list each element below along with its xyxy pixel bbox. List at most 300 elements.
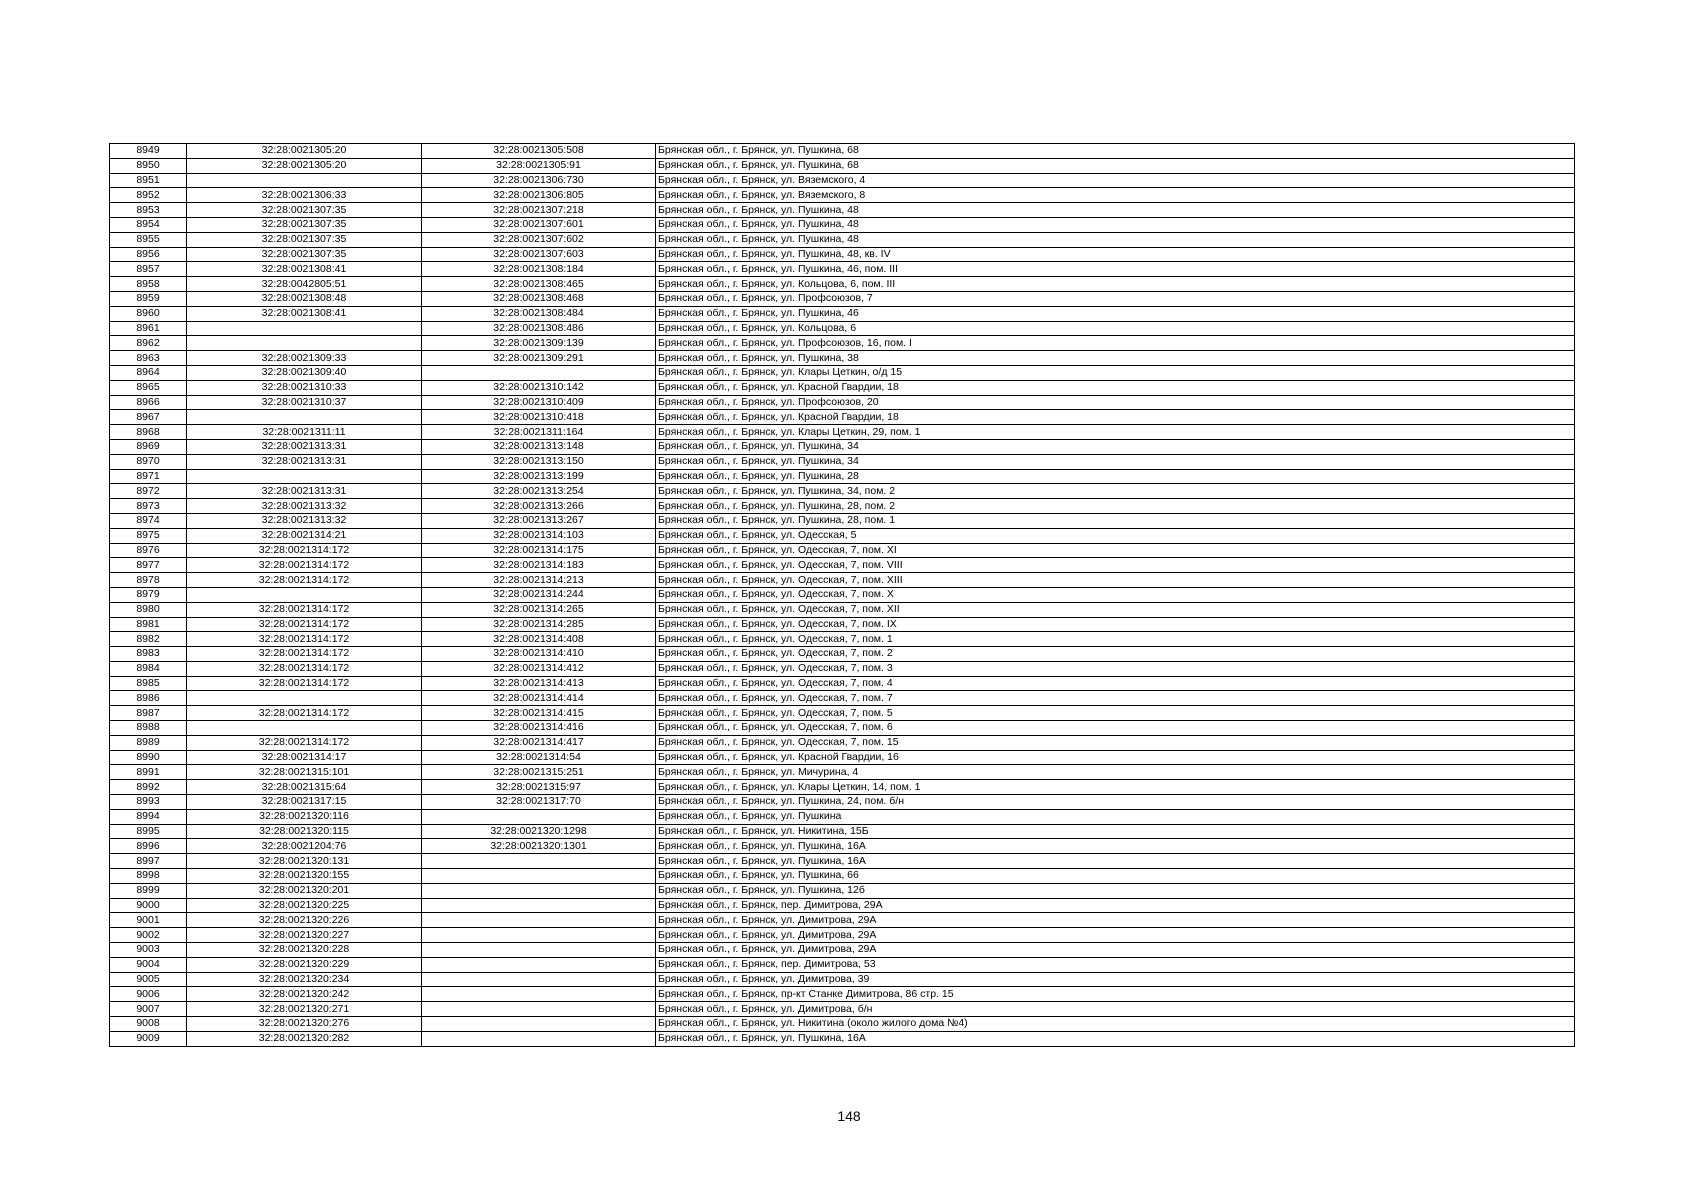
address-cell: Брянская обл., г. Брянск, пер. Димитрова, 29А (656, 898, 1575, 913)
address-cell: Брянская обл., г. Брянск, ул. Красной Гвардии, 18 (656, 410, 1575, 425)
parcel-number-cell: 32:28:0021313:32 (187, 499, 422, 514)
parcel-number-cell: 32:28:0021309:40 (187, 365, 422, 380)
parcel-number-cell (187, 721, 422, 736)
table-row (110, 499, 1575, 514)
object-number-cell: 32:28:0021314:417 (422, 735, 656, 750)
object-number-cell: 32:28:0021313:199 (422, 469, 656, 484)
address-cell: Брянская обл., г. Брянск, ул. Клары Цеткин, 29, пом. 1 (656, 425, 1575, 440)
parcel-number-cell: 32:28:0021314:21 (187, 528, 422, 543)
table-row (110, 558, 1575, 573)
object-number-cell: 32:28:0021308:484 (422, 306, 656, 321)
address-cell: Брянская обл., г. Брянск, ул. Пушкина, 68 (656, 158, 1575, 173)
table-row (110, 336, 1575, 351)
parcel-number-cell: 32:28:0021310:37 (187, 395, 422, 410)
table-row (110, 321, 1575, 336)
address-cell: Брянская обл., г. Брянск, ул. Пушкина, 28, пом. 2 (656, 499, 1575, 514)
address-cell: Брянская обл., г. Брянск, ул. Пушкина, 28, пом. 1 (656, 513, 1575, 528)
table-row (110, 972, 1575, 987)
table-body (110, 144, 1575, 1047)
parcel-number-cell: 32:28:0021320:155 (187, 869, 422, 884)
parcel-number-cell: 32:28:0021320:282 (187, 1031, 422, 1046)
row-number-cell: 8988 (110, 721, 187, 736)
object-number-cell: 32:28:0021314:408 (422, 632, 656, 647)
row-number-cell: 8969 (110, 439, 187, 454)
row-number-cell: 8979 (110, 587, 187, 602)
row-number-cell: 8952 (110, 188, 187, 203)
parcel-number-cell: 32:28:0021308:41 (187, 306, 422, 321)
object-number-cell: 32:28:0021310:418 (422, 410, 656, 425)
address-cell: Брянская обл., г. Брянск, ул. Пушкина, 12б (656, 883, 1575, 898)
address-cell: Брянская обл., г. Брянск, ул. Одесская, 7, пом. XII (656, 602, 1575, 617)
address-cell: Брянская обл., г. Брянск, ул. Димитрова, б/н (656, 1002, 1575, 1017)
address-cell: Брянская обл., г. Брянск, ул. Красной Гвардии, 16 (656, 750, 1575, 765)
row-number-cell: 8997 (110, 854, 187, 869)
table-row (110, 913, 1575, 928)
address-cell: Брянская обл., г. Брянск, ул. Пушкина, 46, пом. III (656, 262, 1575, 277)
address-cell: Брянская обл., г. Брянск, ул. Димитрова, 29А (656, 913, 1575, 928)
address-cell: Брянская обл., г. Брянск, ул. Одесская, 7, пом. 2 (656, 647, 1575, 662)
table-row (110, 306, 1575, 321)
row-number-cell: 8951 (110, 173, 187, 188)
parcel-number-cell (187, 336, 422, 351)
parcel-number-cell: 32:28:0021314:172 (187, 573, 422, 588)
table-row (110, 987, 1575, 1002)
parcel-number-cell: 32:28:0021314:17 (187, 750, 422, 765)
object-number-cell: 32:28:0021320:1301 (422, 839, 656, 854)
table-row (110, 439, 1575, 454)
row-number-cell: 9005 (110, 972, 187, 987)
table-row (110, 632, 1575, 647)
parcel-number-cell: 32:28:0021310:33 (187, 380, 422, 395)
table-row (110, 173, 1575, 188)
object-number-cell: 32:28:0021313:266 (422, 499, 656, 514)
object-number-cell (422, 928, 656, 943)
object-number-cell: 32:28:0021314:175 (422, 543, 656, 558)
address-cell: Брянская обл., г. Брянск, ул. Пушкина, 34, пом. 2 (656, 484, 1575, 499)
parcel-number-cell: 32:28:0021307:35 (187, 247, 422, 262)
table-row (110, 247, 1575, 262)
object-number-cell: 32:28:0021314:183 (422, 558, 656, 573)
parcel-number-cell: 32:28:0021314:172 (187, 543, 422, 558)
parcel-number-cell: 32:28:0021307:35 (187, 217, 422, 232)
row-number-cell: 8981 (110, 617, 187, 632)
row-number-cell: 8972 (110, 484, 187, 499)
table-row (110, 869, 1575, 884)
row-number-cell: 8999 (110, 883, 187, 898)
table-row (110, 528, 1575, 543)
object-number-cell: 32:28:0021311:164 (422, 425, 656, 440)
address-cell: Брянская обл., г. Брянск, ул. Никитина, 15Б (656, 824, 1575, 839)
object-number-cell: 32:28:0021307:601 (422, 217, 656, 232)
object-number-cell (422, 943, 656, 958)
row-number-cell: 8986 (110, 691, 187, 706)
row-number-cell: 8959 (110, 291, 187, 306)
table-row (110, 839, 1575, 854)
parcel-number-cell: 32:28:0021320:131 (187, 854, 422, 869)
table-row (110, 765, 1575, 780)
address-cell: Брянская обл., г. Брянск, ул. Никитина (около жилого дома №4) (656, 1017, 1575, 1032)
parcel-number-cell: 32:28:0021305:20 (187, 158, 422, 173)
parcel-number-cell: 32:28:0021313:31 (187, 454, 422, 469)
address-cell: Брянская обл., г. Брянск, ул. Кольцова, 6 (656, 321, 1575, 336)
object-number-cell (422, 957, 656, 972)
object-number-cell (422, 1017, 656, 1032)
table-row (110, 602, 1575, 617)
page-number: 148 (837, 1108, 861, 1124)
object-number-cell: 32:28:0021317:70 (422, 795, 656, 810)
address-cell: Брянская обл., г. Брянск, ул. Пушкина, 28 (656, 469, 1575, 484)
row-number-cell: 8993 (110, 795, 187, 810)
object-number-cell: 32:28:0021310:142 (422, 380, 656, 395)
table-row (110, 928, 1575, 943)
parcel-number-cell: 32:28:0021306:33 (187, 188, 422, 203)
address-cell: Брянская обл., г. Брянск, ул. Одесская, 5 (656, 528, 1575, 543)
row-number-cell: 8990 (110, 750, 187, 765)
address-cell: Брянская обл., г. Брянск, ул. Одесская, 7, пом. 3 (656, 661, 1575, 676)
parcel-number-cell: 32:28:0021313:31 (187, 439, 422, 454)
parcel-number-cell: 32:28:0021314:172 (187, 676, 422, 691)
object-number-cell (422, 1031, 656, 1046)
parcel-number-cell: 32:28:0021320:201 (187, 883, 422, 898)
parcel-number-cell (187, 587, 422, 602)
object-number-cell (422, 898, 656, 913)
table-row (110, 735, 1575, 750)
object-number-cell: 32:28:0021307:218 (422, 203, 656, 218)
address-cell: Брянская обл., г. Брянск, ул. Одесская, 7, пом. 5 (656, 706, 1575, 721)
address-cell: Брянская обл., г. Брянск, пер. Димитрова, 53 (656, 957, 1575, 972)
row-number-cell: 8991 (110, 765, 187, 780)
object-number-cell (422, 972, 656, 987)
row-number-cell: 8982 (110, 632, 187, 647)
object-number-cell: 32:28:0021314:413 (422, 676, 656, 691)
row-number-cell: 8964 (110, 365, 187, 380)
address-cell: Брянская обл., г. Брянск, ул. Пушкина, 34 (656, 439, 1575, 454)
row-number-cell: 8976 (110, 543, 187, 558)
address-cell: Брянская обл., г. Брянск, ул. Вяземского, 4 (656, 173, 1575, 188)
parcel-number-cell: 32:28:0021320:228 (187, 943, 422, 958)
address-cell: Брянская обл., г. Брянск, ул. Мичурина, 4 (656, 765, 1575, 780)
cadastral-table (109, 143, 1575, 1047)
object-number-cell: 32:28:0021308:468 (422, 291, 656, 306)
row-number-cell: 8968 (110, 425, 187, 440)
object-number-cell (422, 854, 656, 869)
parcel-number-cell: 32:28:0021311:11 (187, 425, 422, 440)
parcel-number-cell (187, 321, 422, 336)
parcel-number-cell: 32:28:0021320:227 (187, 928, 422, 943)
row-number-cell: 9002 (110, 928, 187, 943)
address-cell: Брянская обл., г. Брянск, ул. Профсоюзов, 16, пом. I (656, 336, 1575, 351)
object-number-cell: 32:28:0021306:730 (422, 173, 656, 188)
table-row (110, 513, 1575, 528)
address-cell: Брянская обл., г. Брянск, ул. Пушкина, 48 (656, 232, 1575, 247)
address-cell: Брянская обл., г. Брянск, ул. Одесская, 7, пом. XIII (656, 573, 1575, 588)
parcel-number-cell: 32:28:0021314:172 (187, 735, 422, 750)
object-number-cell: 32:28:0021313:148 (422, 439, 656, 454)
object-number-cell (422, 365, 656, 380)
row-number-cell: 8962 (110, 336, 187, 351)
parcel-number-cell: 32:28:0021308:41 (187, 262, 422, 277)
row-number-cell: 9008 (110, 1017, 187, 1032)
object-number-cell (422, 1002, 656, 1017)
object-number-cell: 32:28:0021320:1298 (422, 824, 656, 839)
table-row (110, 647, 1575, 662)
object-number-cell: 32:28:0021314:54 (422, 750, 656, 765)
row-number-cell: 8956 (110, 247, 187, 262)
object-number-cell (422, 913, 656, 928)
address-cell: Брянская обл., г. Брянск, ул. Клары Цеткин, о/д 15 (656, 365, 1575, 380)
table-row (110, 543, 1575, 558)
row-number-cell: 8994 (110, 809, 187, 824)
row-number-cell: 8954 (110, 217, 187, 232)
object-number-cell: 32:28:0021309:291 (422, 351, 656, 366)
parcel-number-cell: 32:28:0021320:276 (187, 1017, 422, 1032)
parcel-number-cell (187, 173, 422, 188)
table-row (110, 365, 1575, 380)
row-number-cell: 9007 (110, 1002, 187, 1017)
address-cell: Брянская обл., г. Брянск, ул. Профсоюзов, 7 (656, 291, 1575, 306)
table-row (110, 469, 1575, 484)
parcel-number-cell: 32:28:0021315:101 (187, 765, 422, 780)
address-cell: Брянская обл., г. Брянск, ул. Одесская, 7, пом. IX (656, 617, 1575, 632)
object-number-cell: 32:28:0021305:91 (422, 158, 656, 173)
object-number-cell: 32:28:0021307:602 (422, 232, 656, 247)
address-cell: Брянская обл., г. Брянск, ул. Пушкина, 48, кв. IV (656, 247, 1575, 262)
address-cell: Брянская обл., г. Брянск, ул. Кольцова, 6, пом. III (656, 277, 1575, 292)
table-row (110, 232, 1575, 247)
parcel-number-cell: 32:28:0021320:229 (187, 957, 422, 972)
parcel-number-cell (187, 410, 422, 425)
parcel-number-cell: 32:28:0021305:20 (187, 144, 422, 159)
table-row (110, 1031, 1575, 1046)
parcel-number-cell: 32:28:0021314:172 (187, 661, 422, 676)
table-row (110, 573, 1575, 588)
row-number-cell: 8984 (110, 661, 187, 676)
object-number-cell (422, 809, 656, 824)
parcel-number-cell: 32:28:0021314:172 (187, 647, 422, 662)
row-number-cell: 9003 (110, 943, 187, 958)
object-number-cell: 32:28:0021314:415 (422, 706, 656, 721)
row-number-cell: 8971 (110, 469, 187, 484)
address-cell: Брянская обл., г. Брянск, ул. Одесская, 7, пом. VIII (656, 558, 1575, 573)
row-number-cell: 8973 (110, 499, 187, 514)
table-row (110, 262, 1575, 277)
parcel-number-cell: 32:28:0021317:15 (187, 795, 422, 810)
row-number-cell: 8989 (110, 735, 187, 750)
row-number-cell: 8983 (110, 647, 187, 662)
parcel-number-cell: 32:28:0021315:64 (187, 780, 422, 795)
parcel-number-cell: 32:28:0021314:172 (187, 602, 422, 617)
table-row (110, 351, 1575, 366)
row-number-cell: 8967 (110, 410, 187, 425)
row-number-cell: 9004 (110, 957, 187, 972)
table-row (110, 277, 1575, 292)
parcel-number-cell: 32:28:0021314:172 (187, 706, 422, 721)
address-cell: Брянская обл., г. Брянск, ул. Димитрова, 29А (656, 928, 1575, 943)
address-cell: Брянская обл., г. Брянск, ул. Пушкина, 16А (656, 839, 1575, 854)
table-row (110, 706, 1575, 721)
row-number-cell: 8985 (110, 676, 187, 691)
table-row (110, 454, 1575, 469)
object-number-cell: 32:28:0021314:265 (422, 602, 656, 617)
address-cell: Брянская обл., г. Брянск, ул. Пушкина, 24, пом. б/н (656, 795, 1575, 810)
row-number-cell: 8995 (110, 824, 187, 839)
table-row (110, 1002, 1575, 1017)
table-row (110, 943, 1575, 958)
table-row (110, 795, 1575, 810)
table-row (110, 617, 1575, 632)
table-row (110, 824, 1575, 839)
row-number-cell: 8958 (110, 277, 187, 292)
object-number-cell: 32:28:0021314:103 (422, 528, 656, 543)
object-number-cell: 32:28:0021307:603 (422, 247, 656, 262)
address-cell: Брянская обл., г. Брянск, ул. Пушкина, 68 (656, 144, 1575, 159)
table-row (110, 380, 1575, 395)
parcel-number-cell: 32:28:0021320:242 (187, 987, 422, 1002)
object-number-cell: 32:28:0021314:410 (422, 647, 656, 662)
parcel-number-cell: 32:28:0021313:32 (187, 513, 422, 528)
parcel-number-cell: 32:28:0021309:33 (187, 351, 422, 366)
object-number-cell: 32:28:0021308:184 (422, 262, 656, 277)
address-cell: Брянская обл., г. Брянск, ул. Димитрова, 29А (656, 943, 1575, 958)
parcel-number-cell: 32:28:0021314:172 (187, 558, 422, 573)
row-number-cell: 9006 (110, 987, 187, 1002)
object-number-cell (422, 987, 656, 1002)
address-cell: Брянская обл., г. Брянск, ул. Пушкина, 66 (656, 869, 1575, 884)
row-number-cell: 8978 (110, 573, 187, 588)
parcel-number-cell (187, 691, 422, 706)
address-cell: Брянская обл., г. Брянск, ул. Пушкина, 46 (656, 306, 1575, 321)
table-row (110, 898, 1575, 913)
parcel-number-cell (187, 469, 422, 484)
address-cell: Брянская обл., г. Брянск, ул. Одесская, 7, пом. XI (656, 543, 1575, 558)
address-cell: Брянская обл., г. Брянск, ул. Вяземского, 8 (656, 188, 1575, 203)
object-number-cell: 32:28:0021313:150 (422, 454, 656, 469)
address-cell: Брянская обл., г. Брянск, ул. Пушкина, 48 (656, 203, 1575, 218)
row-number-cell: 8987 (110, 706, 187, 721)
address-cell: Брянская обл., г. Брянск, пр-кт Станке Димитрова, 86 стр. 15 (656, 987, 1575, 1002)
object-number-cell: 32:28:0021313:254 (422, 484, 656, 499)
parcel-number-cell: 32:28:0021320:226 (187, 913, 422, 928)
table-row (110, 854, 1575, 869)
table-row (110, 780, 1575, 795)
row-number-cell: 8950 (110, 158, 187, 173)
object-number-cell (422, 869, 656, 884)
address-cell: Брянская обл., г. Брянск, ул. Пушкина, 16А (656, 854, 1575, 869)
address-cell: Брянская обл., г. Брянск, ул. Одесская, 7, пом. 7 (656, 691, 1575, 706)
row-number-cell: 8963 (110, 351, 187, 366)
row-number-cell: 8992 (110, 780, 187, 795)
address-cell: Брянская обл., г. Брянск, ул. Пушкина, 48 (656, 217, 1575, 232)
table-row (110, 1017, 1575, 1032)
object-number-cell: 32:28:0021306:805 (422, 188, 656, 203)
address-cell: Брянская обл., г. Брянск, ул. Одесская, 7, пом. 15 (656, 735, 1575, 750)
table-row (110, 661, 1575, 676)
address-cell: Брянская обл., г. Брянск, ул. Одесская, 7, пом. 6 (656, 721, 1575, 736)
object-number-cell: 32:28:0021314:285 (422, 617, 656, 632)
row-number-cell: 8975 (110, 528, 187, 543)
object-number-cell: 32:28:0021314:412 (422, 661, 656, 676)
parcel-number-cell: 32:28:0021313:31 (187, 484, 422, 499)
table-row (110, 203, 1575, 218)
row-number-cell: 8960 (110, 306, 187, 321)
parcel-number-cell: 32:28:0021314:172 (187, 632, 422, 647)
parcel-number-cell: 32:28:0021307:35 (187, 232, 422, 247)
parcel-number-cell: 32:28:0021314:172 (187, 617, 422, 632)
table-row (110, 691, 1575, 706)
address-cell: Брянская обл., г. Брянск, ул. Одесская, 7, пом. X (656, 587, 1575, 602)
parcel-number-cell: 32:28:0021307:35 (187, 203, 422, 218)
table-row (110, 291, 1575, 306)
object-number-cell: 32:28:0021308:465 (422, 277, 656, 292)
parcel-number-cell: 32:28:0021320:115 (187, 824, 422, 839)
object-number-cell: 32:28:0021308:486 (422, 321, 656, 336)
table-row (110, 721, 1575, 736)
parcel-number-cell: 32:28:0021320:225 (187, 898, 422, 913)
object-number-cell: 32:28:0021313:267 (422, 513, 656, 528)
row-number-cell: 8977 (110, 558, 187, 573)
object-number-cell: 32:28:0021315:251 (422, 765, 656, 780)
parcel-number-cell: 32:28:0021320:234 (187, 972, 422, 987)
row-number-cell: 8998 (110, 869, 187, 884)
address-cell: Брянская обл., г. Брянск, ул. Пушкина, 34 (656, 454, 1575, 469)
row-number-cell: 8996 (110, 839, 187, 854)
address-cell: Брянская обл., г. Брянск, ул. Димитрова, 39 (656, 972, 1575, 987)
object-number-cell: 32:28:0021305:508 (422, 144, 656, 159)
object-number-cell: 32:28:0021314:244 (422, 587, 656, 602)
object-number-cell: 32:28:0021310:409 (422, 395, 656, 410)
table-row (110, 957, 1575, 972)
row-number-cell: 8957 (110, 262, 187, 277)
object-number-cell (422, 883, 656, 898)
table-row (110, 395, 1575, 410)
parcel-number-cell: 32:28:0021320:116 (187, 809, 422, 824)
row-number-cell: 8955 (110, 232, 187, 247)
object-number-cell: 32:28:0021315:97 (422, 780, 656, 795)
table-row (110, 158, 1575, 173)
table-row (110, 883, 1575, 898)
address-cell: Брянская обл., г. Брянск, ул. Одесская, 7, пом. 1 (656, 632, 1575, 647)
row-number-cell: 9000 (110, 898, 187, 913)
row-number-cell: 9009 (110, 1031, 187, 1046)
object-number-cell: 32:28:0021314:213 (422, 573, 656, 588)
row-number-cell: 8953 (110, 203, 187, 218)
table-row (110, 410, 1575, 425)
row-number-cell: 8974 (110, 513, 187, 528)
table-row (110, 587, 1575, 602)
address-cell: Брянская обл., г. Брянск, ул. Пушкина (656, 809, 1575, 824)
object-number-cell: 32:28:0021309:139 (422, 336, 656, 351)
object-number-cell: 32:28:0021314:414 (422, 691, 656, 706)
parcel-number-cell: 32:28:0021204:76 (187, 839, 422, 854)
row-number-cell: 8961 (110, 321, 187, 336)
parcel-number-cell: 32:28:0021308:48 (187, 291, 422, 306)
address-cell: Брянская обл., г. Брянск, ул. Одесская, 7, пом. 4 (656, 676, 1575, 691)
address-cell: Брянская обл., г. Брянск, ул. Профсоюзов, 20 (656, 395, 1575, 410)
table-row (110, 809, 1575, 824)
parcel-number-cell: 32:28:0042805:51 (187, 277, 422, 292)
row-number-cell: 9001 (110, 913, 187, 928)
address-cell: Брянская обл., г. Брянск, ул. Пушкина, 38 (656, 351, 1575, 366)
address-cell: Брянская обл., г. Брянск, ул. Красной Гвардии, 18 (656, 380, 1575, 395)
address-cell: Брянская обл., г. Брянск, ул. Клары Цеткин, 14, пом. 1 (656, 780, 1575, 795)
table-row (110, 676, 1575, 691)
table-row (110, 484, 1575, 499)
row-number-cell: 8970 (110, 454, 187, 469)
table-row (110, 144, 1575, 159)
object-number-cell: 32:28:0021314:416 (422, 721, 656, 736)
table-row (110, 750, 1575, 765)
table-row (110, 217, 1575, 232)
